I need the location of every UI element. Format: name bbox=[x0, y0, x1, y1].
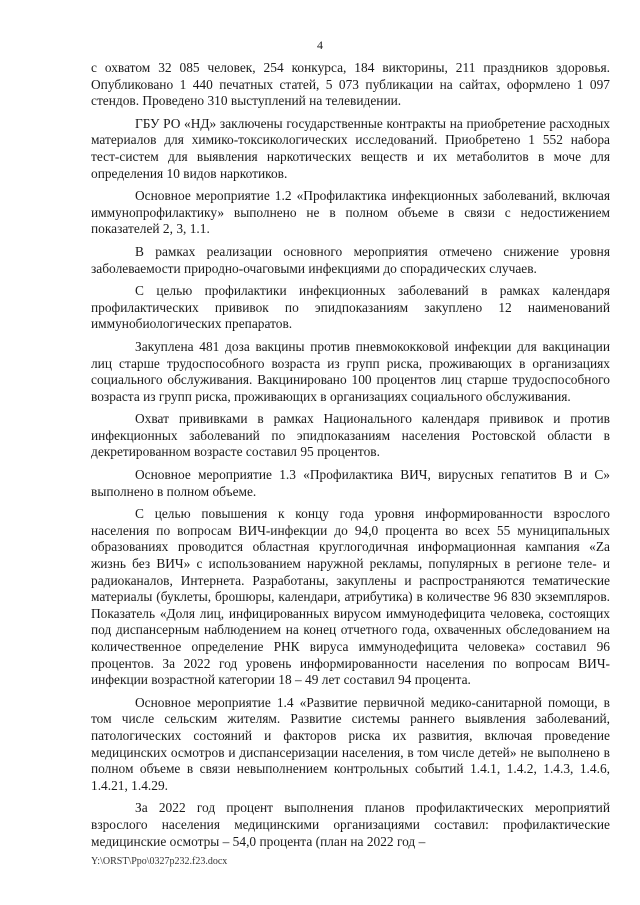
paragraph-4: В рамках реализации основного мероприятия отмечено снижение уровня заболеваемости природно-очаговыми инфекциями до спорадических случаев. bbox=[91, 243, 610, 276]
paragraph-10: Основное мероприятие 1.4 «Развитие первичной медико-санитарной помощи, в том числе сельским жителям. Развитие системы раннего выявления заболеваний, патологических состояний и факторов риска их развития, включая проведение медицинских осмотров и диспансеризации населения, в том числе детей» не выполнено в полном объеме в связи невыполнением контрольных событий 1.4.1, 1.4.2, 1.4.3, 1.4.6, 1.4.21, 1.4.29. bbox=[91, 694, 610, 793]
page-number: 4 bbox=[317, 38, 323, 52]
paragraph-7: Охват прививками в рамках Национального календаря прививок и против инфекционных заболеваний по эпидпоказаниям населения Ростовской области в декретированном возрасте составил 95 процентов. bbox=[91, 411, 610, 460]
paragraph-5: С целью профилактики инфекционных заболеваний в рамках календаря профилактических прививок по эпидпоказаниям закуплено 12 наименований иммунобиологических препаратов. bbox=[91, 283, 610, 332]
footer-file-path: Y:\ORST\Ppo\0327p232.f23.docx bbox=[91, 856, 228, 867]
document-body bbox=[91, 60, 610, 856]
paragraph-3: Основное мероприятие 1.2 «Профилактика инфекционных заболеваний, включая иммунопрофилактику» выполнено не в полном объеме в связи с недостижением показателей 2, 3, 1.1. bbox=[91, 188, 610, 237]
paragraph-1: с охватом 32 085 человек, 254 конкурса, 184 викторины, 211 праздников здоровья. Опубликовано 1 440 печатных статей, 5 073 публикации на сайтах, оформлено 1 097 стендов. Проведено 310 выступлений на телевидении. bbox=[91, 60, 610, 109]
paragraph-9: С целью повышения к концу года уровня информированности взрослого населения по вопросам ВИЧ-инфекции до 94,0 процента во всех 55 муниципальных образованиях проводится областная круглогодичная информационная кампания «Za жизнь без ВИЧ» с использованием наружной рекламы, популярных в регионе теле- и радиоканалов, Интернета. Разработаны, закуплены и распространяются тематические материалы (буклеты, брошюры, календари, атрибутика) в количестве 96 830 экземпляров. Показатель «Доля лиц, инфицированных вирусом иммунодефицита человека, состоящих под диспансерным наблюдением на конец отчетного года, охваченных обследованием на количественное определение РНК вируса иммунодефицита человека» составил 96 процентов. За 2022 год уровень информированности населения по вопросам ВИЧ-инфекции возрастной категории 18 – 49 лет составил 94 процента. bbox=[91, 506, 610, 688]
paragraph-6: Закуплена 481 доза вакцины против пневмококковой инфекции для вакцинации лиц старше трудоспособного возраста из групп риска, проживающих в организациях социального обслуживания. Вакцинировано 100 процентов лиц старше трудоспособного возраста из групп риска, проживающих в организациях социального обслуживания. bbox=[91, 338, 610, 404]
paragraph-8: Основное мероприятие 1.3 «Профилактика ВИЧ, вирусных гепатитов B и C» выполнено в полном объеме. bbox=[91, 467, 610, 499]
paragraph-11: За 2022 год процент выполнения планов профилактических мероприятий взрослого населения медицинскими организациями составил: профилактические медицинские осмотры – 54,0 процента (план на 2022 год – bbox=[91, 800, 610, 849]
paragraph-2: ГБУ РО «НД» заключены государственные контракты на приобретение расходных материалов для химико-токсикологических исследований. Приобретено 1 552 набора тест-систем для выявления наркотических веществ и их метаболитов в моче для определения 10 видов наркотиков. bbox=[91, 115, 610, 181]
